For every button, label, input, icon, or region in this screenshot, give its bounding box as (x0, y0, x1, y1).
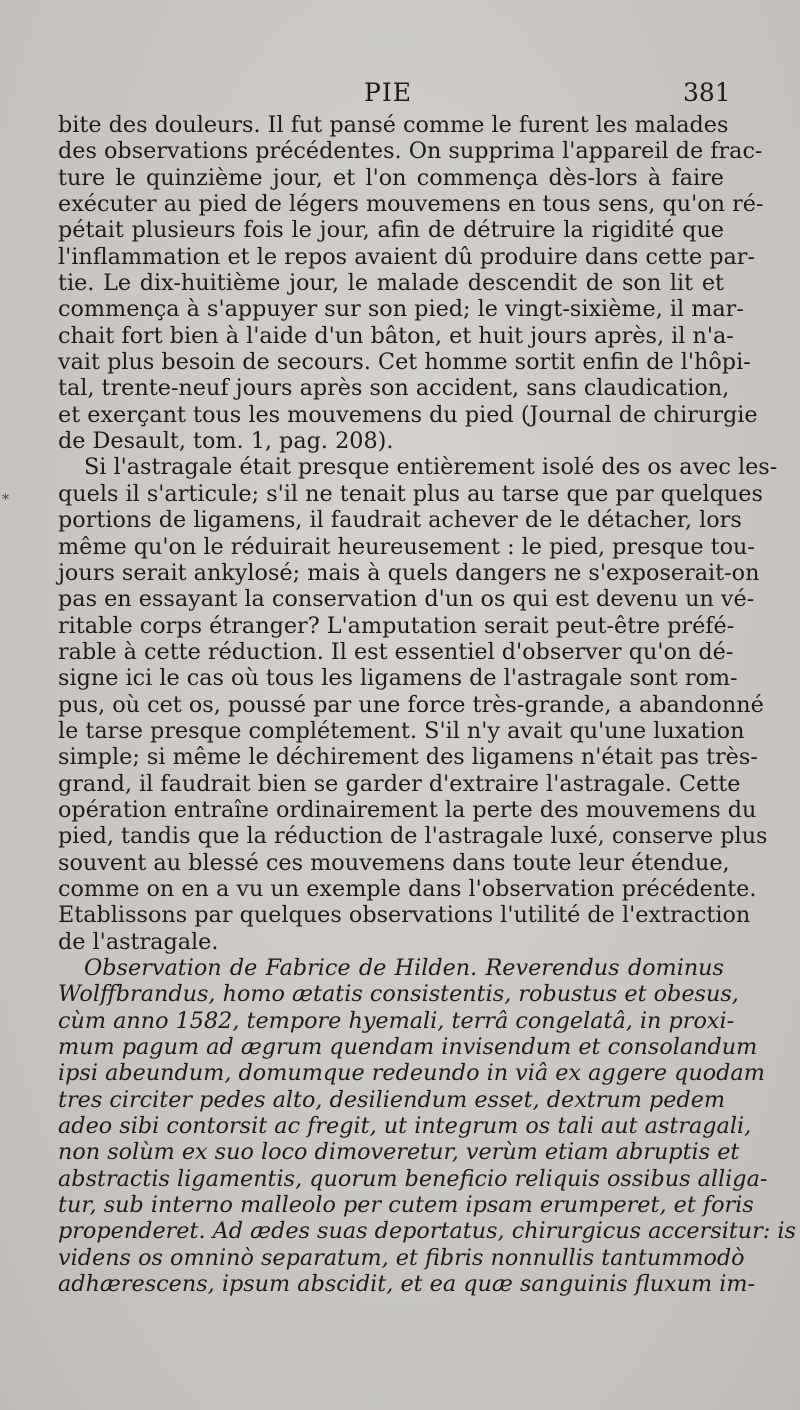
text-line: le tarse presque complétement. S'il n'y avait qu'une luxation (58, 717, 745, 744)
text-line: Wolffbrandus, homo ætatis consistentis, robustus et obesus, (58, 981, 739, 1008)
text-line: adhærescens, ipsum abscidit, et ea quæ sanguinis fluxum im- (58, 1271, 756, 1298)
text-line: tres circiter pedes alto, desiliendum esset, dextrum pedem (58, 1086, 726, 1113)
text-line: opération entraîne ordinairement la perte des mouvemens du (58, 796, 757, 823)
text-line: simple; si même le déchirement des ligamens n'était pas très- (58, 744, 758, 771)
text-line: tur, sub interno malleolo per cutem ipsam erumperet, et foris (58, 1192, 754, 1219)
text-line: adeo sibi contorsit ac fregit, ut integrum os tali aut astragali, (58, 1113, 752, 1140)
text-line: même qu'on le réduirait heureusement : le pied, presque tou- (58, 533, 755, 560)
text-body (58, 112, 796, 1298)
page-number: 381 (683, 78, 731, 107)
text-line: ture le quinzième jour, et l'on commença dès-lors à faire (58, 164, 724, 191)
text-line: propenderet. Ad ædes suas deportatus, chirurgicus accersitur: is (58, 1218, 796, 1245)
text-line: signe ici le cas où tous les ligamens de l'astragale sont rom- (58, 665, 738, 692)
text-line: Observation de Fabrice de Hilden. Reverendus dominus (84, 955, 724, 981)
text-line: abstractis ligamentis, quorum beneficio reliquis ossibus alliga- (58, 1165, 768, 1192)
text-line: ritable corps étranger? L'amputation serait peut-être préfé- (58, 612, 735, 639)
text-line: exécuter au pied de légers mouvemens en tous sens, qu'on ré- (58, 191, 764, 218)
text-line: souvent au blessé ces mouvemens dans toute leur étendue, (58, 849, 730, 876)
text-line: mum pagum ad ægrum quendam invisendum et consolandum (58, 1034, 758, 1061)
margin-mark: * (2, 492, 9, 508)
text-line: l'inflammation et le repos avaient dû produire dans cette par- (58, 243, 755, 270)
text-line: Etablissons par quelques observations l'utilité de l'extraction (58, 902, 751, 929)
text-line: bite des douleurs. Il fut pansé comme le furent les malades (58, 112, 729, 138)
text-line: vait plus besoin de secours. Cet homme sortit enfin de l'hôpi- (58, 349, 751, 376)
text-line: quels il s'articule; s'il ne tenait plus au tarse que par quelques (58, 480, 763, 507)
text-line: pétait plusieurs fois le jour, afin de détruire la rigidité que (58, 217, 724, 244)
text-line: portions de ligamens, il faudrait achever de le détacher, lors (58, 507, 742, 534)
text-line: pas en essayant la conservation d'un os qui est devenu un vé- (58, 586, 755, 613)
text-line: chait fort bien à l'aide d'un bâton, et huit jours après, il n'a- (58, 322, 734, 349)
text-line: jours serait ankylosé; mais à quels dangers ne s'exposerait-on (58, 559, 760, 586)
running-title: PIE (364, 78, 412, 107)
text-line: ipsi abeundum, domumque redeundo in viâ ex aggere quodam (58, 1060, 765, 1087)
text-line: tie. Le dix-huitième jour, le malade descendit de son lit et (58, 270, 724, 297)
text-line: rable à cette réduction. Il est essentiel d'observer qu'on dé- (58, 638, 734, 665)
text-line: commença à s'appuyer sur son pied; le vingt-sixième, il mar- (58, 296, 744, 323)
text-line: comme on en a vu un exemple dans l'observation précédente. (58, 875, 757, 902)
page-header (0, 78, 800, 112)
text-line: de Desault, tom. 1, pag. 208). (58, 428, 394, 455)
text-line: pus, où cet os, poussé par une force très-grande, a abandonné (58, 691, 764, 718)
text-line: Si l'astragale était presque entièrement isolé des os avec les- (84, 454, 778, 481)
text-line: et exerçant tous les mouvemens du pied (Journal de chirurgie (58, 401, 758, 428)
text-line: des observations précédentes. On supprima l'appareil de frac- (58, 138, 763, 165)
text-line: grand, il faudrait bien se garder d'extraire l'astragale. Cette (58, 770, 741, 797)
text-line: tal, trente-neuf jours après son accident, sans claudication, (58, 375, 730, 402)
text-line: non solùm ex suo loco dimoveretur, verùm etiam abruptis et (58, 1139, 740, 1166)
text-line: videns os omninò separatum, et fibris nonnullis tantummodò (58, 1244, 745, 1271)
text-line: cùm anno 1582, tempore hyemali, terrâ congelatâ, in proxi- (58, 1007, 735, 1034)
text-line: pied, tandis que la réduction de l'astragale luxé, conserve plus (58, 823, 768, 850)
text-line: de l'astragale. (58, 928, 219, 955)
